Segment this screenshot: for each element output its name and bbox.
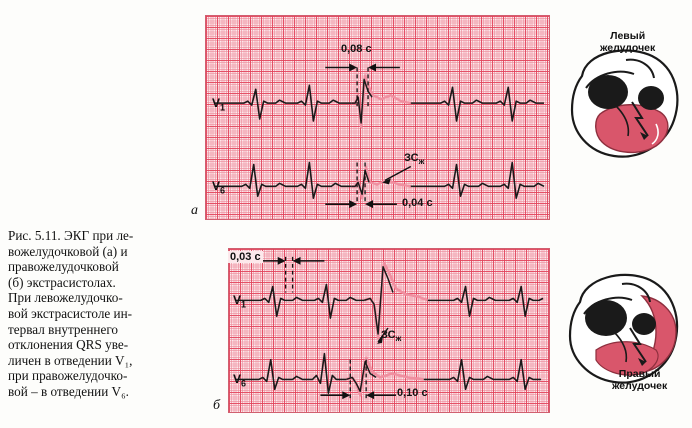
lead-label-v6-b-text: V [233, 372, 242, 386]
figure-letter-a: а [191, 203, 198, 218]
figure-letter-b: б [213, 398, 221, 413]
lead-label-v6-a [212, 179, 225, 195]
lead-label-v1-b-text: V [233, 293, 242, 307]
caption-line-5: При левожелудочко- [8, 290, 123, 306]
heart-b-label-line1: Правый [618, 368, 661, 380]
heart-a-label-line1: Левый [610, 30, 646, 42]
lead-label-v1-a-text: V [212, 96, 221, 110]
caption-line-3: правожелудочковой [8, 259, 119, 275]
marker-label-a-text: ЗС [404, 152, 419, 164]
heart-diagram-a [556, 40, 688, 168]
lead-label-v1-a-sub: 1 [220, 102, 226, 113]
lead-label-v6-b [233, 372, 246, 388]
lead-label-v6-a-sub: 6 [220, 185, 226, 196]
caption-line-6: вой экстрасистоле ин- [8, 305, 133, 321]
caption-line-9: личен в отведении V₁, [8, 352, 133, 368]
heart-a-label-line2: желудочек [600, 42, 656, 54]
heart-b-label [612, 368, 667, 392]
lead-label-v1-b [233, 293, 246, 309]
marker-label-a [404, 152, 424, 166]
heart-a-label [600, 30, 655, 54]
marker-label-b-sub: ж [395, 334, 402, 344]
lead-label-v1-a [212, 96, 225, 112]
marker-label-a-sub: ж [418, 157, 425, 167]
ecg-panel-b [228, 248, 550, 413]
caption-line-7: тервал внутреннего [8, 321, 119, 337]
figure-caption [8, 228, 178, 400]
caption-line-11: вой – в отведении V₆. [8, 383, 129, 399]
caption-line-4: (б) экстрасистолах. [8, 274, 116, 290]
lead-label-v6-b-sub: 6 [241, 378, 247, 389]
marker-label-b [381, 329, 401, 343]
ecg-panel-a [205, 15, 550, 220]
lead-label-v6-a-text: V [212, 179, 221, 193]
measure-label-b-top: 0,03 с [230, 251, 261, 263]
caption-line-1: Рис. 5.11. ЭКГ при ле- [8, 228, 134, 243]
measure-label-a-bottom: 0,04 с [402, 197, 433, 209]
measure-label-b-bottom: 0,10 с [397, 387, 428, 399]
measure-label-a-top: 0,08 с [341, 43, 372, 55]
heart-b-label-line2: желудочек [612, 380, 668, 392]
marker-label-b-text: ЗС [381, 329, 396, 341]
heart-diagram-a-svg [556, 40, 688, 168]
caption-line-2: вожелудочковой (а) и [8, 243, 128, 259]
ecg-trace-a [206, 16, 549, 219]
caption-line-10: при правожелудочко- [8, 368, 128, 384]
caption-line-8: отклонения QRS уве- [8, 337, 129, 353]
lead-label-v1-b-sub: 1 [241, 299, 247, 310]
